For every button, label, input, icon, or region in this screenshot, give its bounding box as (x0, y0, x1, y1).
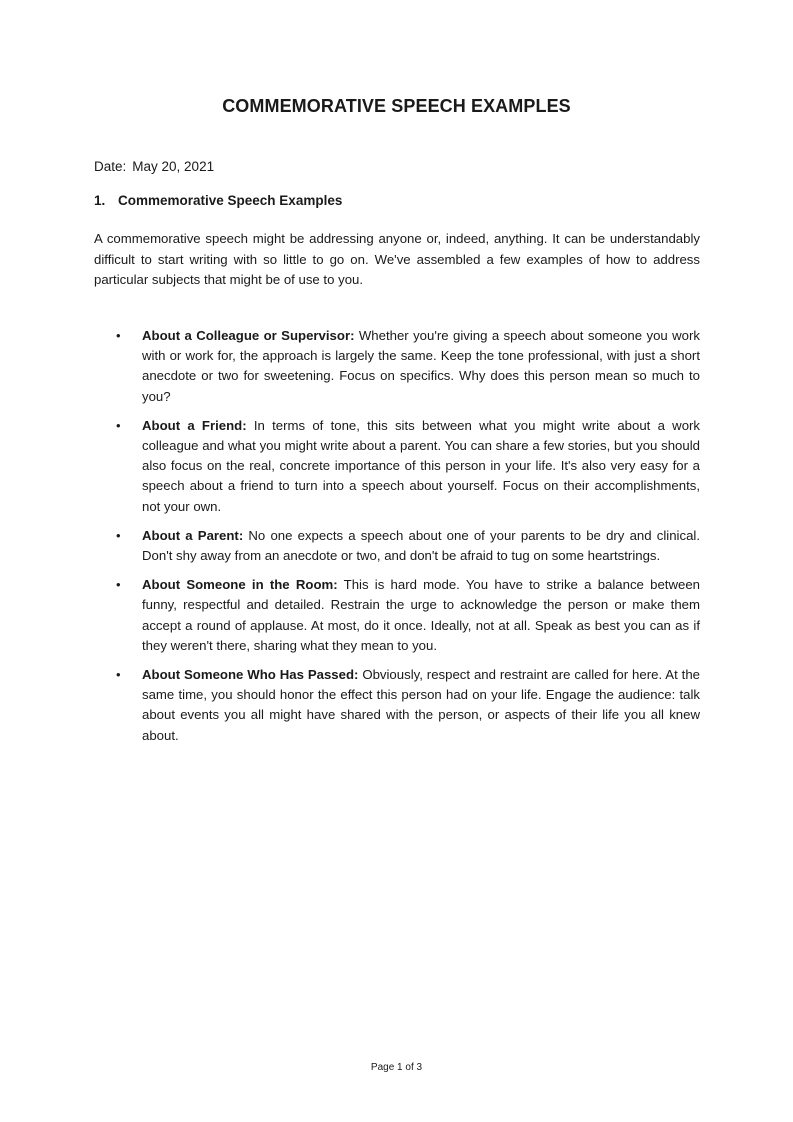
section-title: Commemorative Speech Examples (118, 193, 343, 208)
bullet-icon: • (116, 417, 121, 433)
item-text: No one expects a speech about one of your parents to be dry and clinical. Don't shy away from an anecdote or two, and don't be afraid to tug on some heartstrings. (142, 527, 700, 564)
item-lead: About a Friend: (142, 417, 247, 433)
item-lead: About a Parent: (142, 527, 244, 543)
section-heading (94, 193, 342, 208)
list-item (94, 526, 700, 566)
page-footer: Page 1 of 3 (370, 1062, 423, 1073)
date-line (94, 159, 214, 174)
item-text: This is hard mode. You have to strike a balance between funny, respectful and detailed. Restrain the urge to acknowledge the person or make them accept a round of applause. At most, do it once. Ideally, not at all. Speak as best you can as if they weren't there, sharing what they mean to you. (142, 577, 700, 653)
item-text: Obviously, respect and restraint are called for here. At the same time, you should honor the effect this person had on your life. Engage the audience: talk about events you all might have shared with the person, or aspects of their life you all knew about. (142, 667, 700, 743)
item-lead: About Someone Who Has Passed: (142, 667, 359, 683)
section-number: 1. (94, 193, 106, 208)
examples-list (94, 326, 700, 755)
bullet-icon: • (116, 667, 121, 683)
bullet-icon: • (116, 527, 121, 543)
list-item (94, 665, 700, 746)
list-item (94, 416, 700, 517)
list-item (94, 326, 700, 407)
item-text: In terms of tone, this sits between what you might write about a work colleague and what you might write about a parent. You can share a few stories, but you should also focus on the real, concrete importance of this person in your life. It's also very easy for a speech about a friend to turn into a speech about yourself. Focus on their accomplishments, not your own. (142, 417, 701, 514)
bullet-icon: • (116, 577, 121, 593)
date-value: May 20, 2021 (132, 159, 215, 174)
document-title: COMMEMORATIVE SPEECH EXAMPLES (222, 96, 571, 116)
item-lead: About Someone in the Room: (142, 577, 338, 593)
item-text: Whether you're giving a speech about someone you work with or work for, the approach is largely the same. Keep the tone professional, with just a short anecdote or two for sweetening. Focus on specifics. Why does this person mean so much to you? (142, 328, 700, 404)
list-item (94, 575, 700, 656)
bullet-icon: • (116, 328, 121, 343)
date-label: Date: (94, 159, 127, 174)
intro-paragraph: A commemorative speech might be addressing anyone or, indeed, anything. It can be understandably difficult to start writing with so little to go on. We've assembled a few examples of how to address particular subjects that might be of use to you. (94, 231, 700, 287)
item-lead: About a Colleague or Supervisor: (142, 328, 355, 343)
